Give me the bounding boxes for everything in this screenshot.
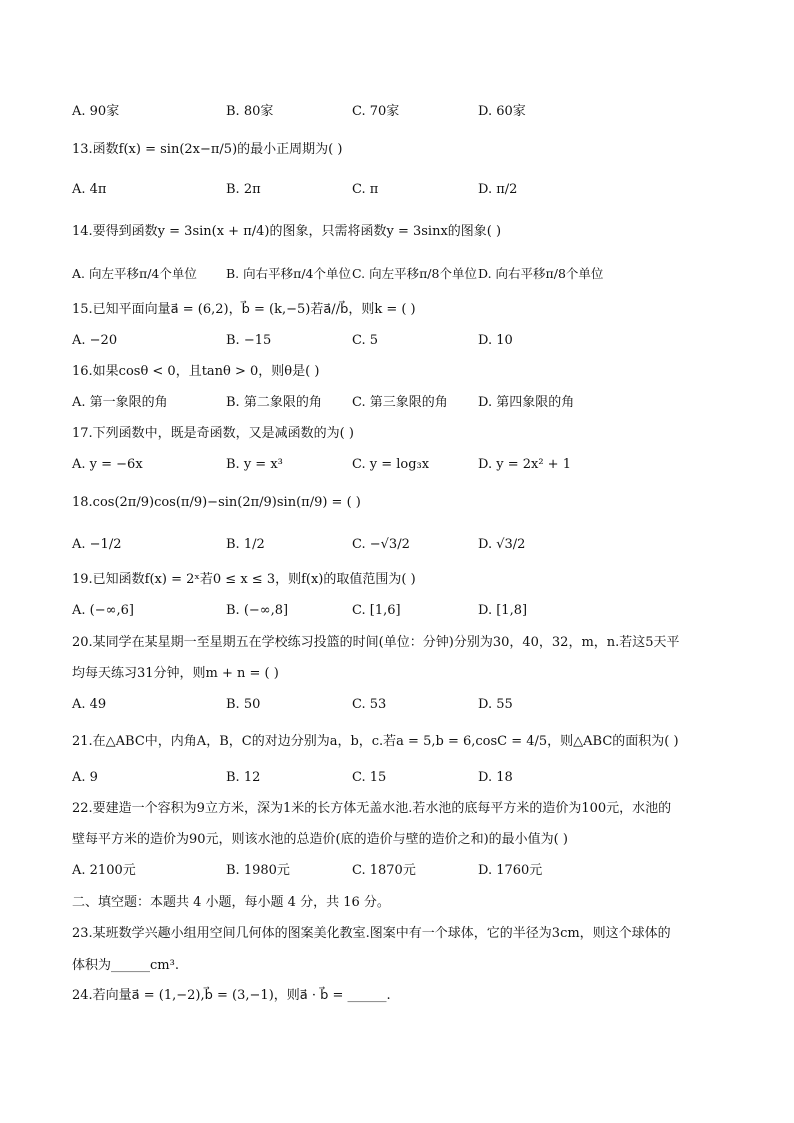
section-fill-in-blank-heading: 二、填空题：本题共 4 小题，每小题 4 分，共 16 分。 xyxy=(72,895,390,910)
q17-stem: 17.下列函数中，既是奇函数，又是减函数的为( ) xyxy=(72,426,354,441)
q17-option-d: D. y = 2x² + 1 xyxy=(478,457,571,472)
q13-stem: 13.函数f(x) = sin(2x−π/5)的最小正周期为( ) xyxy=(72,142,343,157)
q12-option-b: B. 80家 xyxy=(226,104,274,119)
q21-stem: 21.在△ABC中，内角A，B，C的对边分别为a，b，c.若a = 5,b = 6,cosC = 4/5，则△ABC的面积为( ) xyxy=(72,734,679,749)
q15-option-d: D. 10 xyxy=(478,333,513,348)
q12-option-a: A. 90家 xyxy=(72,104,120,119)
q16-option-d: D. 第四象限的角 xyxy=(478,395,575,410)
q15-options xyxy=(72,332,722,352)
q13-option-a: A. 4π xyxy=(72,182,107,197)
q17-option-c: C. y = log₃x xyxy=(352,457,430,472)
q22-option-c: C. 1870元 xyxy=(352,863,416,878)
q19-option-a: A. (−∞,6] xyxy=(72,603,134,618)
q19-option-d: D. [1,8] xyxy=(478,603,528,618)
q20-options xyxy=(72,696,722,716)
q16-stem: 16.如果cosθ < 0，且tanθ > 0，则θ是( ) xyxy=(72,364,320,379)
q23-stem-line2: 体积为______cm³. xyxy=(72,958,179,973)
q14-option-d: D. 向右平移π/8个单位 xyxy=(478,266,604,281)
q18-options xyxy=(72,536,722,556)
q22-option-b: B. 1980元 xyxy=(226,863,290,878)
q17-option-a: A. y = −6x xyxy=(72,457,143,472)
q14-option-b: B. 向右平移π/4个单位 xyxy=(226,266,352,281)
q14-option-a: A. 向左平移π/4个单位 xyxy=(72,266,197,281)
q18-option-c: C. −√3/2 xyxy=(352,537,410,552)
q19-option-b: B. (−∞,8] xyxy=(226,603,289,618)
q22-option-d: D. 1760元 xyxy=(478,863,543,878)
q20-option-d: D. 55 xyxy=(478,697,513,712)
q12-options xyxy=(72,103,722,123)
q16-option-b: B. 第二象限的角 xyxy=(226,395,322,410)
q16-option-c: C. 第三象限的角 xyxy=(352,395,448,410)
q12-option-d: D. 60家 xyxy=(478,104,526,119)
q23-stem-line1: 23.某班数学兴趣小组用空间几何体的图案美化教室.图案中有一个球体，它的半径为3cm，则这个球体的 xyxy=(72,926,671,941)
q20-option-c: C. 53 xyxy=(352,697,387,712)
q20-stem-line2: 均每天练习31分钟，则m + n = ( ) xyxy=(72,666,279,681)
q22-option-a: A. 2100元 xyxy=(72,863,136,878)
q18-option-b: B. 1/2 xyxy=(226,537,265,552)
q19-stem: 19.已知函数f(x) = 2ˣ若0 ≤ x ≤ 3，则f(x)的取值范围为( ) xyxy=(72,572,416,587)
q20-stem-line1: 20.某同学在某星期一至星期五在学校练习投篮的时间(单位：分钟)分别为30，40，32，m，n.若这5天平 xyxy=(72,635,680,650)
q21-option-b: B. 12 xyxy=(226,770,261,785)
q18-option-a: A. −1/2 xyxy=(72,537,122,552)
q22-stem-line2: 壁每平方米的造价为90元，则该水池的总造价(底的造价与壁的造价之和)的最小值为( ) xyxy=(72,832,568,847)
q17-option-b: B. y = x³ xyxy=(226,457,283,472)
q21-option-d: D. 18 xyxy=(478,770,513,785)
q12-option-c: C. 70家 xyxy=(352,104,400,119)
q15-option-c: C. 5 xyxy=(352,333,379,348)
q19-option-c: C. [1,6] xyxy=(352,603,401,618)
q21-option-a: A. 9 xyxy=(72,770,98,785)
q14-options xyxy=(72,265,722,285)
q15-option-a: A. −20 xyxy=(72,333,118,348)
q13-options xyxy=(72,181,722,201)
q16-options xyxy=(72,394,722,414)
q14-option-c: C. 向左平移π/8个单位 xyxy=(352,266,477,281)
q18-stem: 18.cos(2π/9)cos(π/9)−sin(2π/9)sin(π/9) = ( ) xyxy=(72,495,361,510)
q15-option-b: B. −15 xyxy=(226,333,272,348)
q16-option-a: A. 第一象限的角 xyxy=(72,395,168,410)
q13-option-b: B. 2π xyxy=(226,182,261,197)
q20-option-b: B. 50 xyxy=(226,697,261,712)
q13-option-d: D. π/2 xyxy=(478,182,518,197)
q22-stem-line1: 22.要建造一个容积为9立方米，深为1米的长方体无盖水池.若水池的底每平方米的造价为100元，水池的 xyxy=(72,801,672,816)
q24-stem: 24.若向量a⃗ = (1,−2),b⃗ = (3,−1)，则a⃗ · b⃗ = ______. xyxy=(72,988,391,1003)
q17-options xyxy=(72,456,722,476)
q22-options xyxy=(72,862,722,882)
q20-option-a: A. 49 xyxy=(72,697,107,712)
q15-stem: 15.已知平面向量a⃗ = (6,2)，b⃗ = (k,−5)若a⃗//b⃗，则k = ( ) xyxy=(72,302,416,317)
q19-options xyxy=(72,602,722,622)
q21-options xyxy=(72,769,722,789)
q21-option-c: C. 15 xyxy=(352,770,387,785)
q14-stem: 14.要得到函数y = 3sin(x + π/4)的图象，只需将函数y = 3sinx的图象( ) xyxy=(72,224,502,239)
q18-option-d: D. √3/2 xyxy=(478,537,526,552)
q13-option-c: C. π xyxy=(352,182,379,197)
